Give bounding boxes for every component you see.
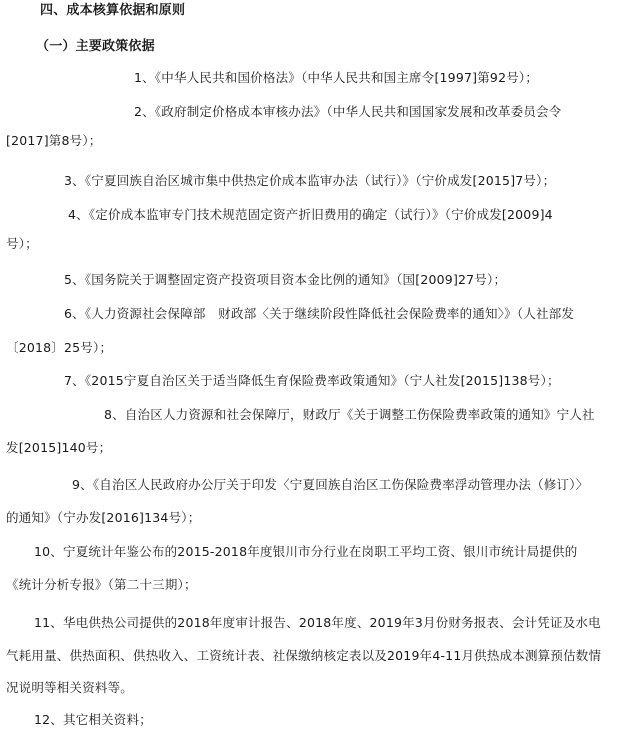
- policy-item-10-line-2: 《统计分析专报》（第二十三期）；: [6, 577, 197, 592]
- policy-item-10-line-1: 10、宁夏统计年鉴公布的2015-2018年度银川市分行业在岗职工平均工资、银川市统计局提供的: [34, 544, 578, 559]
- policy-item-6-line-1: 6、《人力资源社会保障部 财政部〈关于继续阶段性降低社会保险费率的通知〉》（人社部发: [64, 306, 575, 321]
- policy-item-5-line-1: 5、《国务院关于调整固定资产投资项目资本金比例的通知》（国[2009]27号）；: [64, 272, 507, 287]
- policy-item-4-line-2: 号）；: [6, 236, 38, 251]
- policy-item-8-line-1: 8、自治区人力资源和社会保障厅，财政厅《关于调整工伤保险费率政策的通知》宁人社: [104, 407, 595, 422]
- policy-item-2-line-2: [2017]第8号）；: [6, 133, 102, 148]
- policy-item-11-line-1: 11、华电供热公司提供的2018年度审计报告、2018年度、2019年3月份财务报表、会计凭证及水电: [34, 615, 601, 630]
- policy-item-8-line-2: 发[2015]140号；: [6, 440, 112, 455]
- subsection-title: （一）主要政策依据: [36, 39, 155, 54]
- policy-item-2-line-1: 2、《政府制定价格成本审核办法》（中华人民共和国国家发展和改革委员会令: [134, 104, 562, 119]
- policy-item-9-line-1: 9、《自治区人民政府办公厅关于印发〈宁夏回族自治区工伤保险费率浮动管理办法（修订）〉: [72, 477, 589, 492]
- policy-item-12-line-1: 12、其它相关资料；: [34, 712, 152, 727]
- policy-item-3-line-1: 3、《宁夏回族自治区城市集中供热定价成本监审办法（试行）》（宁价成发[2015]7号）；: [64, 173, 556, 188]
- policy-item-6-line-2: 〔2018〕25号）；: [6, 340, 113, 355]
- policy-item-11-line-2: 气耗用量、供热面积、供热收入、工资统计表、社保缴纳核定表以及2019年4-11月供热成本测算预估数情: [6, 648, 602, 663]
- policy-item-9-line-2: 的通知》（宁办发[2016]134号）；: [6, 510, 201, 525]
- policy-item-1-line-1: 1、《中华人民共和国价格法》（中华人民共和国主席令[1997]第92号）；: [134, 70, 539, 85]
- policy-item-4-line-1: 4、《定价成本监审专门技术规范固定资产折旧费用的确定（试行）》（宁价成发[2009]4: [68, 207, 553, 222]
- section-title: 四、成本核算依据和原则: [40, 3, 186, 18]
- policy-item-7-line-1: 7、《2015宁夏自治区关于适当降低生育保险费率政策通知》（宁人社发[2015]138号）；: [64, 373, 560, 388]
- policy-item-11-line-3: 况说明等相关资料等。: [6, 680, 134, 695]
